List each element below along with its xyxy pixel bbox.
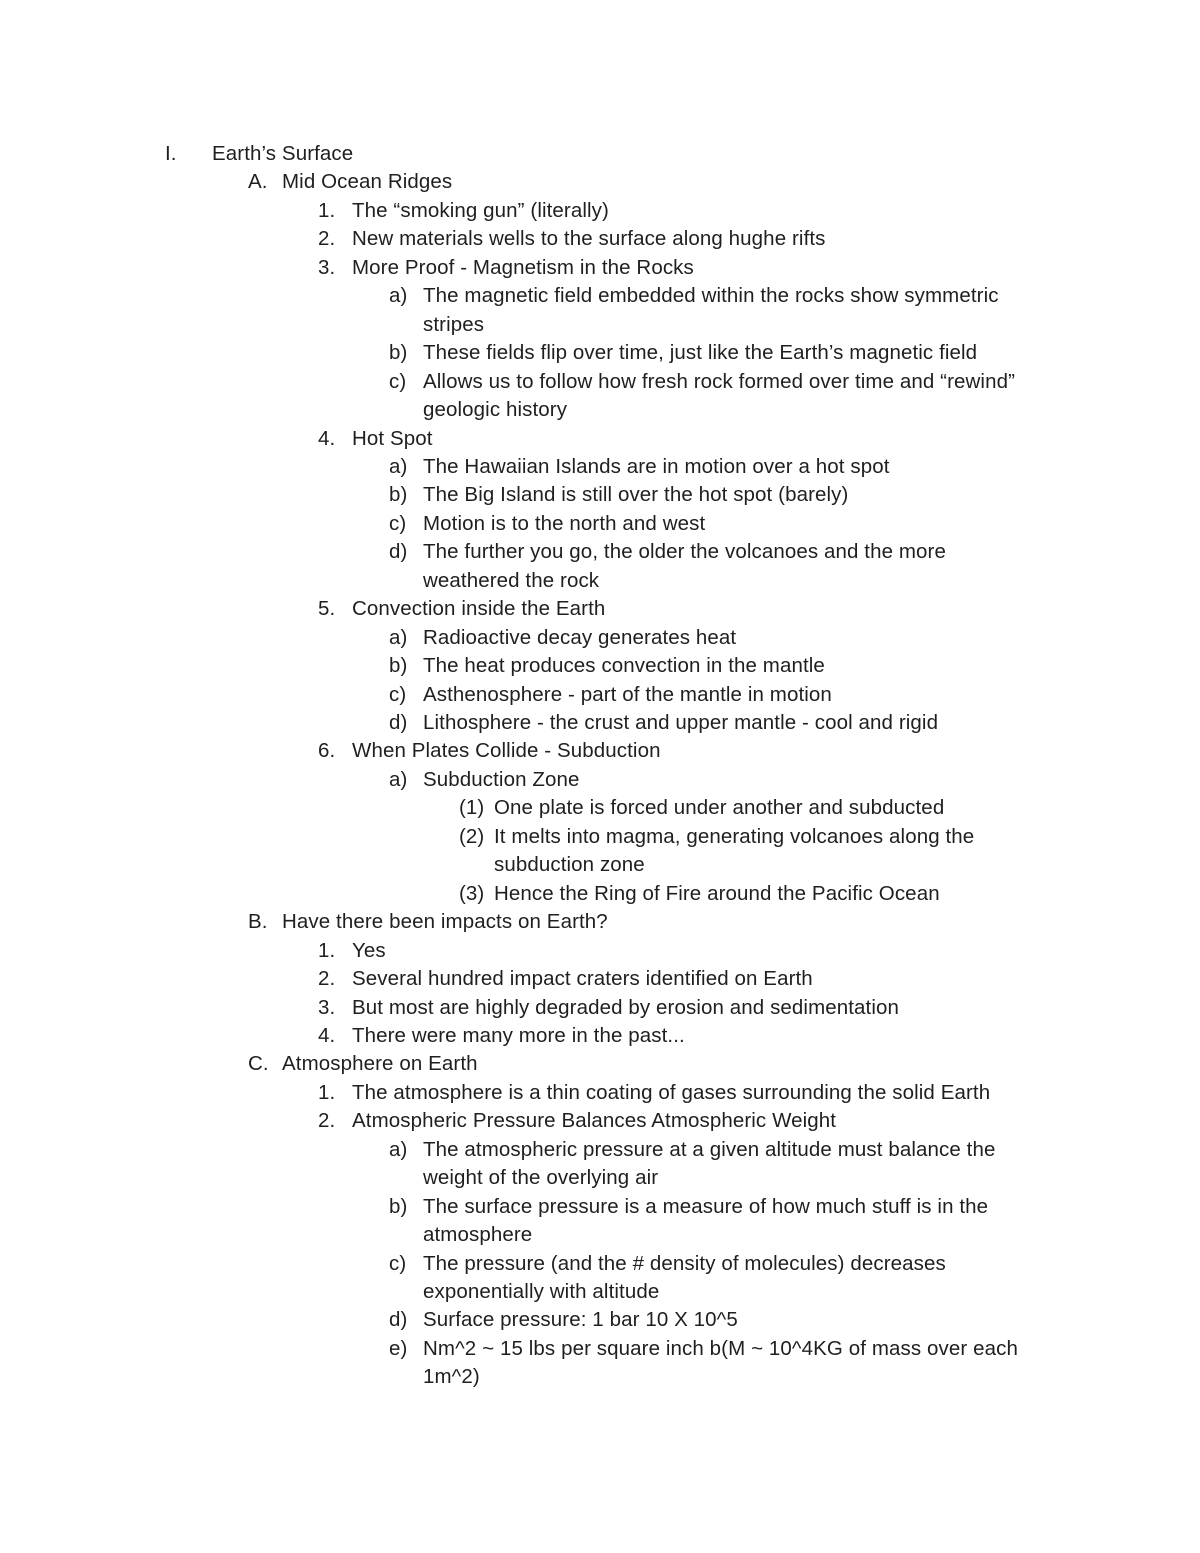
outline-marker: C. (248, 1052, 269, 1076)
outline-marker: a) (389, 767, 408, 791)
outline-text: The pressure (and the # density of molecules) decreases (423, 1251, 946, 1275)
outline-marker: c) (389, 511, 407, 535)
outline-text: Allows us to follow how fresh rock formed over time and “rewind” (423, 369, 1016, 393)
outline-text: There were many more in the past... (352, 1023, 685, 1047)
outline-marker: b) (389, 1194, 408, 1218)
outline-marker: d) (389, 540, 408, 564)
outline-marker: d) (389, 711, 408, 734)
outline-marker: c) (389, 1251, 407, 1275)
outline-text: The Hawaiian Islands are in motion over a hot spot (423, 454, 890, 478)
outline-marker: c) (389, 682, 407, 706)
outline-marker: a) (389, 454, 408, 478)
outline-marker: 2. (318, 1109, 336, 1133)
outline-text: subduction zone (494, 853, 645, 877)
outline-text: The “smoking gun” (literally) (352, 198, 609, 222)
outline-text: One plate is forced under another and subducted (494, 796, 945, 820)
outline-text: Several hundred impact craters identified on Earth (352, 967, 813, 991)
outline-text: Radioactive decay generates heat (423, 625, 737, 649)
outline-text: But most are highly degraded by erosion and sedimentation (352, 995, 900, 1019)
outline-text: The magnetic field embedded within the rocks show symmetric (423, 284, 999, 308)
outline-text: The atmospheric pressure at a given altitude must balance the (423, 1137, 996, 1161)
outline-text: The atmosphere is a thin coating of gases surrounding the solid Earth (352, 1080, 991, 1104)
outline-text: 1m^2) (423, 1365, 480, 1389)
outline-text: Lithosphere - the crust and upper mantle - cool and rigid (423, 711, 939, 734)
outline-text: New materials wells to the surface along hughe rifts (352, 227, 826, 251)
outline-text: exponentially with altitude (423, 1280, 660, 1303)
outline-marker: 4. (318, 426, 336, 450)
outline-text: It melts into magma, generating volcanoes along the (494, 824, 975, 848)
outline-marker: 2. (318, 967, 336, 991)
outline-text: When Plates Collide - Subduction (352, 739, 661, 763)
outline-marker: (2) (459, 824, 485, 848)
outline-text: The surface pressure is a measure of how much stuff is in the (423, 1194, 989, 1218)
outline-marker: 1. (318, 198, 336, 222)
outline-marker: I. (165, 142, 177, 165)
outline-text: Hot Spot (352, 426, 433, 450)
outline-marker: 3. (318, 995, 336, 1019)
outline-text: Yes (352, 938, 386, 962)
outline-text: weight of the overlying air (423, 1166, 659, 1190)
outline-text: More Proof - Magnetism in the Rocks (352, 255, 694, 279)
outline-text: Convection inside the Earth (352, 597, 606, 621)
outline-text: Mid Ocean Ridges (282, 170, 453, 194)
outline-marker: (3) (459, 881, 485, 905)
outline-text: Subduction Zone (423, 767, 580, 791)
outline-text: These fields flip over time, just like the Earth’s magnetic field (423, 341, 978, 365)
outline-text: atmosphere (423, 1223, 533, 1247)
outline-text: geologic history (423, 398, 568, 422)
outline-marker: 1. (318, 938, 336, 962)
outline-marker: d) (389, 1308, 408, 1332)
outline-text: The further you go, the older the volcanoes and the more (423, 540, 946, 564)
outline-text: Asthenosphere - part of the mantle in motion (423, 682, 832, 706)
outline-text: Earth’s Surface (212, 142, 354, 165)
outline-text: Have there been impacts on Earth? (282, 910, 608, 934)
outline-marker: e) (389, 1336, 408, 1360)
outline-text: Atmospheric Pressure Balances Atmospheric Weight (352, 1109, 837, 1133)
outline-marker: 5. (318, 597, 336, 621)
outline-text: weathered the rock (423, 568, 600, 592)
outline-marker: (1) (459, 796, 485, 820)
outline-marker: b) (389, 341, 408, 365)
outline-text: Atmosphere on Earth (282, 1052, 478, 1076)
outline-text: Hence the Ring of Fire around the Pacific Ocean (494, 881, 940, 905)
outline-text: Motion is to the north and west (423, 511, 706, 535)
outline-marker: B. (248, 910, 268, 934)
outline-marker: 6. (318, 739, 336, 763)
outline-text: The heat produces convection in the mantle (423, 654, 825, 678)
outline-marker: 2. (318, 227, 336, 251)
outline-marker: 4. (318, 1023, 336, 1047)
outline-marker: a) (389, 284, 408, 308)
outline-marker: a) (389, 1137, 408, 1161)
outline-marker: b) (389, 483, 408, 507)
outline-marker: 1. (318, 1080, 336, 1104)
outline-marker: A. (248, 170, 268, 194)
outline-marker: b) (389, 654, 408, 678)
outline-text: The Big Island is still over the hot spot (barely) (423, 483, 849, 507)
outline-marker: a) (389, 625, 408, 649)
outline-text: stripes (423, 312, 485, 336)
outline-marker: c) (389, 369, 407, 393)
outline-marker: 3. (318, 255, 336, 279)
outline-text: Surface pressure: 1 bar 10 X 10^5 (423, 1308, 738, 1332)
outline-text: Nm^2 ~ 15 lbs per square inch b(M ~ 10^4KG of mass over each (423, 1336, 1018, 1360)
